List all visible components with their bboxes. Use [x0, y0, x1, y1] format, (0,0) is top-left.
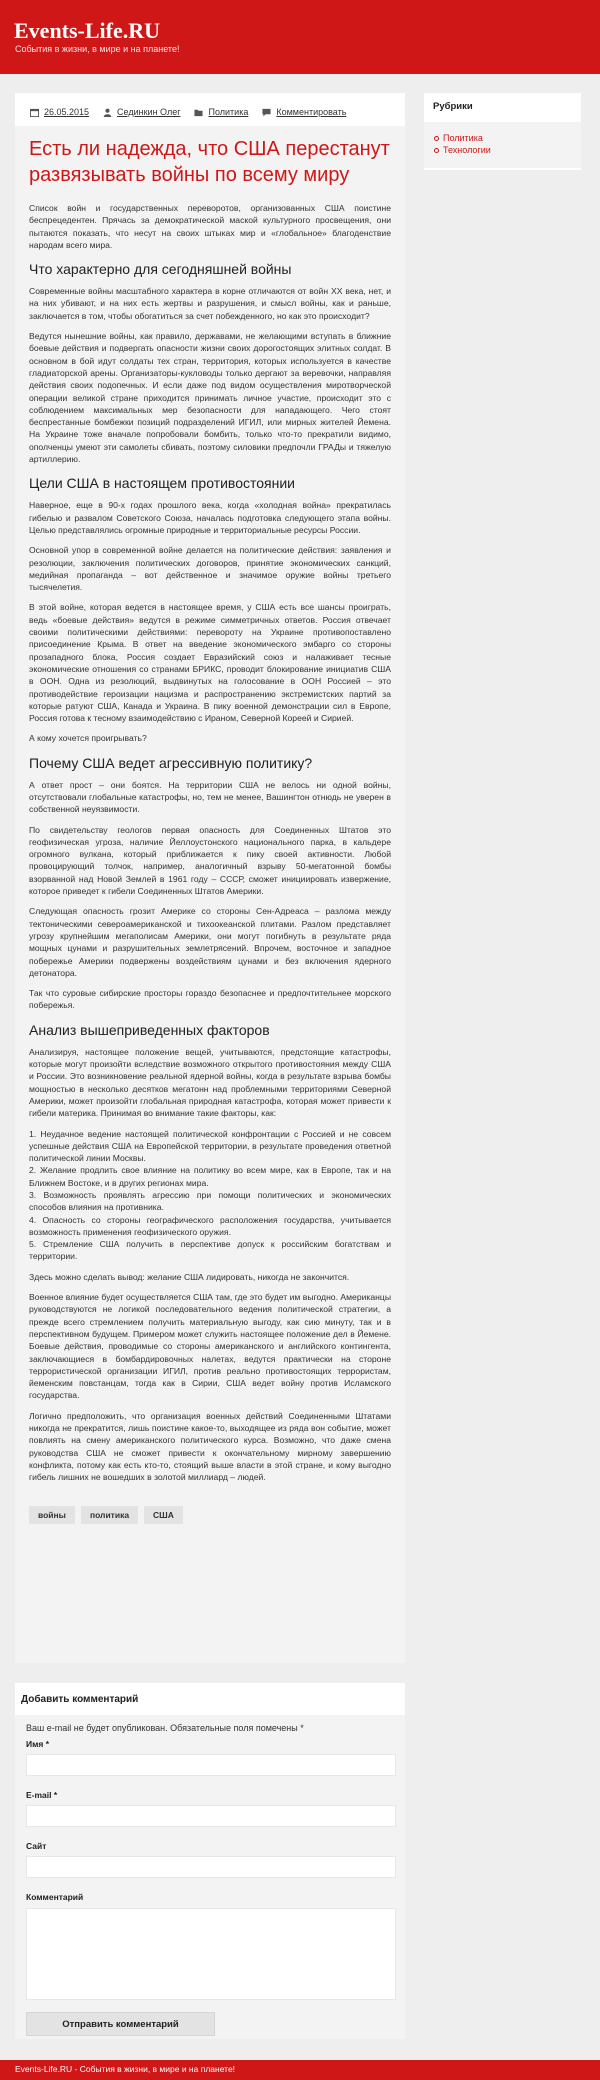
- post-date-link[interactable]: 26.05.2015: [44, 107, 90, 117]
- paragraph: Следующая опасность грозит Америке со стороны Сен-Адреаса – разлома между тектоническими североамериканской и тихоокеанской плитами. Разлом представляет угрозу крупнейшим мегаполисам Америки, они могут погибнуть в результате ряда мощных цунами и разрушительных землетрясений. Впрочем, восточное и западное побережье Америки подвержены воздействиям цунами и без включения ядерного детонатора.: [29, 906, 391, 978]
- comment-section: [15, 1683, 405, 2039]
- category-item-politics[interactable]: [434, 132, 581, 144]
- tag-link[interactable]: политика: [81, 1506, 138, 1524]
- tag-link[interactable]: войны: [29, 1506, 75, 1524]
- categories-widget: [424, 93, 581, 170]
- paragraph: Ведутся нынешние войны, как правило, державами, не желающими вступать в ближние боевые действия и подвергать опасности жизни своих дорогостоящих элитных солдат. В основном в бой идут солдаты тех стран, территория, которых используется в качестве гладиаторской арены. Организаторы-кукловоды только дергают за веревочки, направляя действия своих подопечных. И если даже под видом осуществления миротворческой операции великой стране приходится принимать личное участие, происходит это с соблюдением максимальных мер безопасности для нападающего. Чего стоят беспрестанные бомбежки позиций подразделений ИГИЛ, или мирных жителей Йемена. На Украине тоже вначале попробовали бомбить, только что-то прекратили видимо, ополченцы умеют эти самолеты сбивать, поэтому силовики предпочли ГРАДы и тяжелую артиллерию.: [29, 331, 391, 465]
- category-label[interactable]: Политика: [443, 133, 483, 143]
- bullet-icon: [434, 148, 439, 153]
- section-heading: Анализ вышеприведенных факторов: [29, 1021, 270, 1038]
- section-heading: Цели США в настоящем противостоянии: [29, 475, 295, 492]
- post-author-link[interactable]: Сединкин Олег: [117, 107, 181, 117]
- name-label: Имя *: [26, 1739, 50, 1749]
- paragraph: По свидетельству геологов первая опасность для Соединенных Штатов это геофизическая угроза, наличие Йеллоустонского национального парка, в кальдере огромного вулкана, который приближается к пику своей активности. Любой провоцирующий толчок, например, аналогичный взрыву 50-мегатонной бомбы взорванной над Новой Землей в 1961 году – СССР, сможет инициировать извержение, которое приведет к гибели Соединенных Штатов Америки.: [29, 824, 391, 897]
- list-item: 5. Стремление США получить в перспективе допуск к российским богатствам и территории.: [29, 1239, 391, 1262]
- category-label[interactable]: Технологии: [443, 145, 491, 155]
- paragraph: В этой войне, которая ведется в настоящее время, у США есть все шансы проиграть, ведь «боевые действия» ведутся в режиме симметричных ответов. Россия отвечает своими политическими действиями: перевороту на Украине противопоставлено присоединение Крыма. В ответ на введение экономического эмбарго со стороны прозападного блока, Россия создает Евразийский союз и налаживает тесные экономические отношения со странами БРИКС, проводит блокирование инициатив США в ООН. Одна из резолюций, выдвинутых на голосование в ООН Россией – это противодействие героизации нацизма и распространению экстремистских партий за которые ратуют США, Канада и Украина. В пику военной демонстрации сил в Европе, Россия готова к тесному взаимодействию с Ираном, Северной Кореей и Сирией.: [29, 602, 391, 724]
- site-title[interactable]: Events-Life.RU: [14, 18, 161, 43]
- user-icon: [103, 108, 112, 117]
- list-item: 4. Опасность со стороны географического расположения государства, учитывается возможность применения геофизического оружия.: [29, 1214, 391, 1237]
- post-title: Есть ли надежда, что США перестанут развязывать войны по всему миру: [29, 138, 390, 186]
- site-footer: Events-Life.RU - События в жизни, в мире и на планете!: [0, 2060, 600, 2080]
- site-description: События в жизни, в мире и на планете!: [15, 44, 180, 54]
- paragraph: Основной упор в современной войне делается на политические действия: заявления и резолюции, заключения политических договоров, принятие экономических санкций, медийная пропаганда – вот действенное и значимое оружие войны третьего тысячелетия.: [29, 545, 391, 593]
- comment-heading: Добавить комментарий: [21, 1694, 139, 1705]
- list-item: 1. Неудачное ведение настоящей политической конфронтации с Россией и не совсем успешные действия США на Европейской территории, в результате проведения ответной политической линии Москвы.: [29, 1128, 391, 1164]
- list-item: 2. Желание продлить свое влияние на политику во всем мире, как в Европе, так и на Ближнем Востоке, и в других регионах мира.: [29, 1165, 391, 1188]
- folder-icon: [194, 108, 203, 117]
- post-category-link[interactable]: Политика: [208, 107, 249, 117]
- paragraph: А ответ прост – они боятся. На территории США не велось ни одной войны, отсутствовали глобальные катастрофы, но, тем не менее, Вашингтон отнюдь не уверен в собственной неуязвимости.: [29, 779, 391, 815]
- category-item-technology[interactable]: [434, 144, 581, 156]
- category-list: [424, 122, 581, 168]
- widget-title: Рубрики: [433, 101, 473, 112]
- tag-link[interactable]: США: [144, 1506, 183, 1524]
- name-input[interactable]: [26, 1754, 396, 1776]
- post-comment-link[interactable]: Комментировать: [276, 107, 347, 117]
- post-lead: Список войн и государственных переворотов, организованных США поистине беспрецедентен. Прячась за демократической маской культурного просвещения, они пытаются показать, что несут на своих штыках мир и «глобальное» благоденствие народам всего мира.: [29, 203, 391, 250]
- paragraph: Здесь можно сделать вывод: желание США лидировать, никогда не закончится.: [29, 1271, 350, 1282]
- section-heading: Почему США ведет агрессивную политику?: [29, 754, 313, 771]
- paragraph: Анализируя, настоящее положение вещей, учитываются, предстоящие катастрофы, которые могут произойти вследствие возможного открытого противостояния между США и России. Это возникновение реальной ядерной войны, когда в результате взрыва бомбы мощностью в несколько десятков мегатонн над проблемными территориями Северной Америки, может произойти глобальная природная катастрофа, которая может привести к гибели материка. Принимая во внимание такие факторы, как:: [29, 1046, 391, 1119]
- post-meta: [30, 102, 395, 122]
- paragraph: Так что суровые сибирские просторы гораздо безопаснее и предпочтительнее морского побережья.: [29, 988, 391, 1011]
- submit-comment-button[interactable]: Отправить комментарий: [26, 2012, 215, 2036]
- comment-textarea[interactable]: [26, 1908, 396, 2000]
- section-heading: Что характерно для сегодняшней войны: [29, 261, 292, 278]
- paragraph: Военное влияние будет осуществляется США там, где это будет им выгодно. Американцы руководствуются не логикой последовательного ведения политической стратегии, а прежде всего стремлением получить материальную выгоду, как сию минуту, так и в перспективном будущем. Примером может служить настоящее положение дел в Йемене. Боевые действия, проводимые со стороны американского и английского контингента, заключающиеся в бомбардировочных налетах, ведутся практически на стороне террористической организации ИГИЛ, против реально противостоящих террористам, йеменским повстанцам, тогда как в Сирии, США ведет войну против Исламского государства.: [29, 1292, 391, 1401]
- email-label: E-mail *: [26, 1790, 58, 1800]
- bullet-icon: [434, 136, 439, 141]
- tag-list: [29, 1506, 391, 1524]
- paragraph: Логично предположить, что организация военных действий Соединенными Штатами никогда не прекратится, лишь поистине какое-то, выходящее из ряда вон событие, может повлиять на смену американского политического курса. Возможно, что даже смена руководства США не сможет привести к окончательному мирному завершению конфликта, потому как есть кто-то, стоящий выше власти в этой стране, и кому выгодно гибель лишних не вошедших в золотой миллиард – людей.: [29, 1410, 391, 1483]
- comment-label: Комментарий: [26, 1892, 84, 1902]
- comment-form: [15, 1715, 405, 2039]
- list-item: 3. Возможность проявлять агрессию при помощи политических и экономических способов влияния на противника.: [29, 1190, 391, 1213]
- site-header: [0, 0, 600, 74]
- calendar-icon: [30, 108, 39, 117]
- post-body: [15, 126, 405, 1663]
- factor-list: [29, 1128, 391, 1263]
- comment-icon: [262, 108, 271, 117]
- paragraph: А кому хочется проигрывать?: [29, 733, 147, 744]
- article-panel: [15, 93, 405, 1663]
- comment-note: Ваш e-mail не будет опубликован. Обязательные поля помечены *: [26, 1723, 304, 1733]
- email-input[interactable]: [26, 1805, 396, 1827]
- paragraph: Современные войны масштабного характера в корне отличаются от войн XX века, нет, и на них убивают, и на них есть жертвы и разрушения, и смысл войны, как и раньше, заключается в том, чтобы обогатиться за счет побежденного, но как это происходит?: [29, 286, 391, 321]
- site-label: Сайт: [26, 1841, 47, 1851]
- paragraph: Наверное, еще в 90-х годах прошлого века, когда «холодная война» прекратилась гибелью и развалом Советского Союза, началась подготовка следующего этапа войны. Целью представлялись огромные природные и территориальные ресурсы России.: [29, 500, 391, 535]
- site-input[interactable]: [26, 1856, 396, 1878]
